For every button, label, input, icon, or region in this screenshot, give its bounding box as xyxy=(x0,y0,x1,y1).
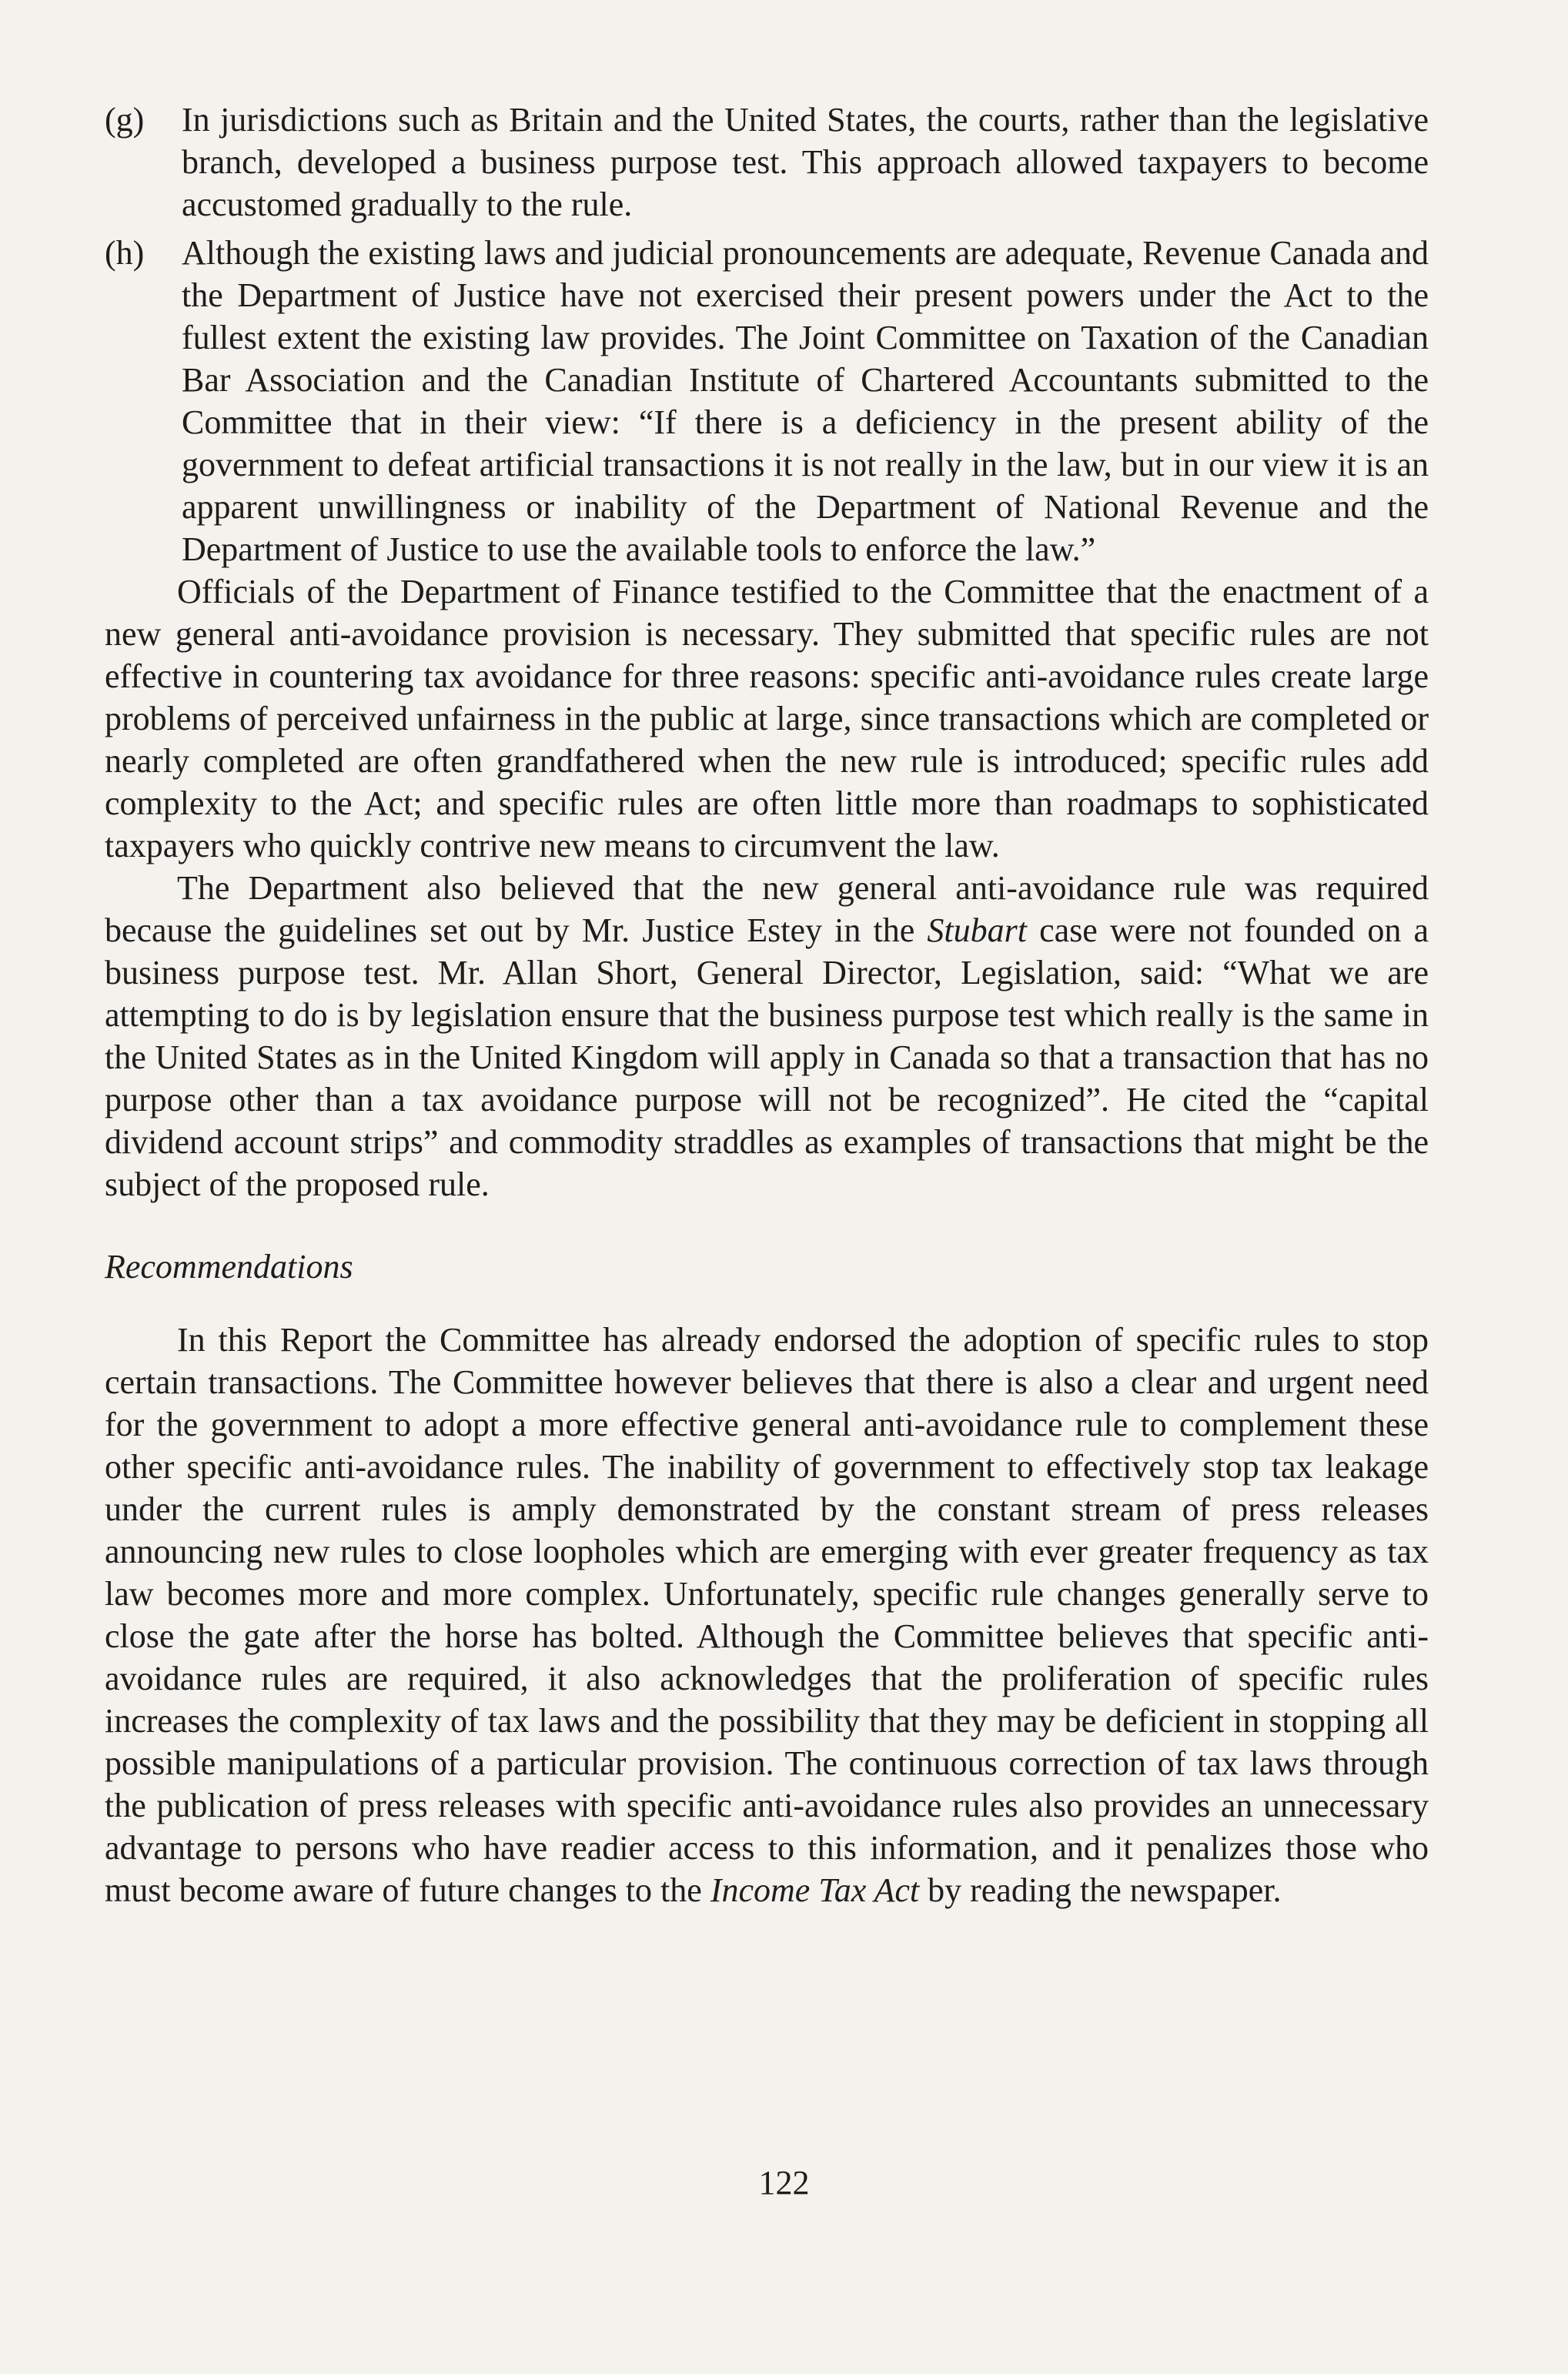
page-number: 122 xyxy=(758,2164,810,2202)
section-heading: Recommendations xyxy=(105,1248,353,1286)
paragraph-recommendations xyxy=(105,1319,1429,1911)
list-item-label: (h) xyxy=(105,234,145,272)
paragraph-text: by reading the newspaper. xyxy=(919,1871,1282,1909)
page-body xyxy=(105,99,1429,1911)
paragraph-text: In this Report the Committee has already endorsed the adoption of specific rules to stop certain transactions. The Committee however believes that there is also a clear and urgent need for the government to adopt a more effective general anti-avoidance rule to complement these other specific anti-avoidance rules. The inability of government to effectively stop tax leakage under the current rules is amply demonstrated by the constant stream of press releases announcing new rules to close loopholes which are emerging with ever greater frequency as tax law becomes more and more complex. Unfortunately, specific rule changes generally serve to close the gate after the horse has bolted. Although the Committee believes that specific anti-avoidance rules are required, it also acknowledges that the proliferation of specific rules increases the complexity of tax laws and the possibility that they may be deficient in stopping all possible manipulations of a particular provision. The continuous correction of tax laws through the publication of press releases with specific anti-avoidance rules also provides an unnecessary advantage to persons who have readier access to this information, and it penalizes those who must become aware of future changes to the xyxy=(105,1321,1429,1909)
paragraph-text: case were not founded on a business purpose test. Mr. Allan Short, General Director, Legislation, said: “What we are attempting to do is by legislation ensure that the business purpose test which really is the same in the United States as in the United Kingdom will apply in Canada so that a transaction that has no purpose other than a tax avoidance purpose will not be recognized”. He cited the “capital dividend account strips” and commodity straddles as examples of transactions that might be the subject of the proposed rule. xyxy=(105,911,1429,1203)
list-item-label: (g) xyxy=(105,101,145,139)
list-item-g xyxy=(105,99,1429,226)
paragraph-text: The Department also believed that the new general anti-avoidance rule was required because the guidelines set out by Mr. Justice Estey in the xyxy=(105,869,1429,949)
list-item-h xyxy=(105,232,1429,570)
list-item-text: Although the existing laws and judicial pronouncements are adequate, Revenue Canada and the Department of Justice have not exercised their present powers under the Act to the fullest extent the existing law provides. The Joint Committee on Taxation of the Canadian Bar Association and the Canadian Institute of Chartered Accountants submitted to the Committee that in their view: “If there is a deficiency in the present ability of the government to defeat artificial transactions it is not really in the law, but in our view it is an apparent unwillingness or inability of the Department of National Revenue and the Department of Justice to use the available tools to enforce the law.” xyxy=(182,234,1429,568)
paragraph-department-belief xyxy=(105,867,1429,1205)
act-name: Income Tax Act xyxy=(710,1871,920,1909)
case-name: Stubart xyxy=(927,911,1027,949)
paragraph-finance-testimony: Officials of the Department of Finance testified to the Committee that the enactment of a new general anti-avoidance provision is necessary. They submitted that specific rules are not effective in countering tax avoidance for three reasons: specific anti-avoidance rules create large problems of perceived unfairness in the public at large, since transactions which are completed or nearly completed are often grandfathered when the new rule is introduced; specific rules add complexity to the Act; and specific rules are often little more than roadmaps to sophisticated taxpayers who quickly contrive new means to circumvent the law. xyxy=(105,573,1429,864)
list-item-text: In jurisdictions such as Britain and the United States, the courts, rather than the legislative branch, developed a business purpose test. This approach allowed taxpayers to become accustomed gradually to the rule. xyxy=(182,101,1429,223)
